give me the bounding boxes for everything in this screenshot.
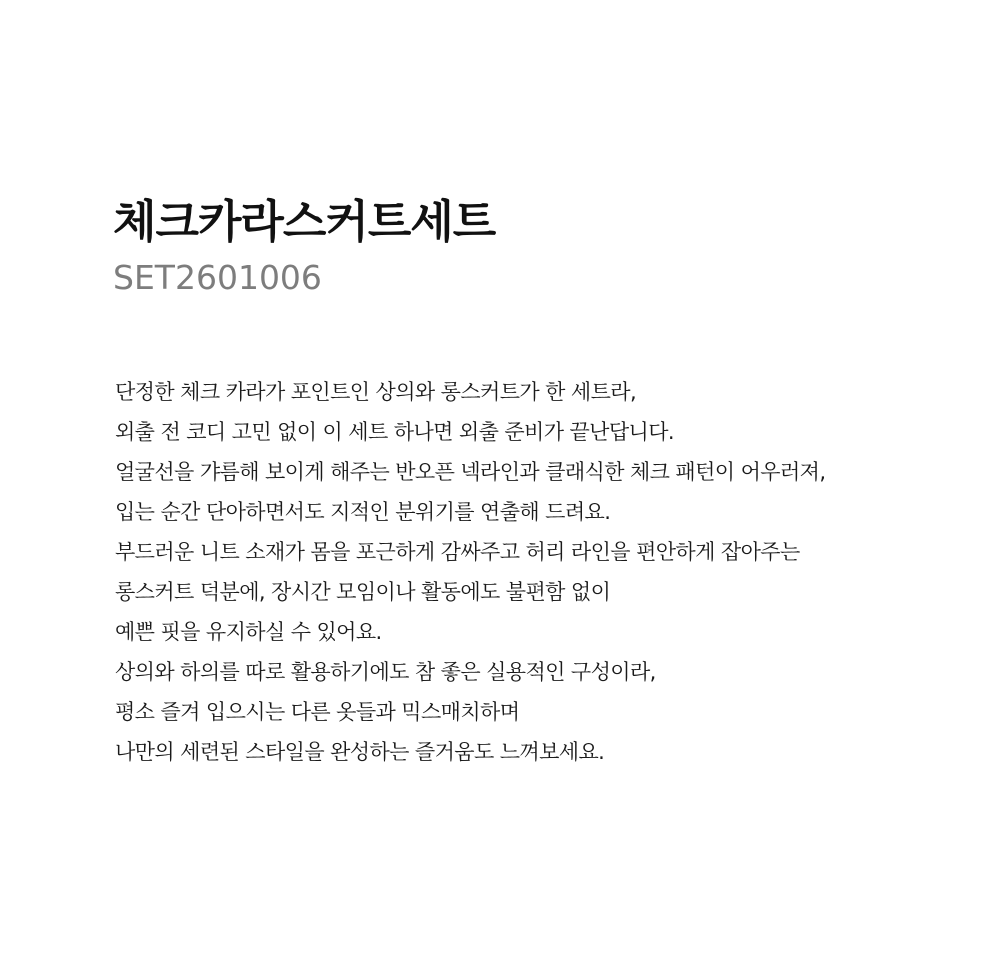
description-line: 상의와 하의를 따로 활용하기에도 참 좋은 실용적인 구성이라,: [115, 660, 656, 684]
product-code: SET2601006: [113, 258, 322, 297]
description-line: 외출 전 코디 고민 없이 이 세트 하나면 외출 준비가 끝난답니다.: [115, 420, 674, 444]
description-line: 예쁜 핏을 유지하실 수 있어요.: [115, 620, 382, 644]
description-line: 단정한 체크 카라가 포인트인 상의와 롱스커트가 한 세트라,: [115, 380, 637, 404]
description-line: 평소 즐겨 입으시는 다른 옷들과 믹스매치하며: [115, 700, 520, 724]
description-line: 롱스커트 덕분에, 장시간 모임이나 활동에도 불편함 없이: [115, 580, 611, 604]
description-line: 입는 순간 단아하면서도 지적인 분위기를 연출해 드려요.: [115, 500, 611, 524]
product-title: 체크카라스커트세트: [113, 195, 496, 248]
description-line: 얼굴선을 갸름해 보이게 해주는 반오픈 넥라인과 클래식한 체크 패턴이 어우러져,: [115, 460, 826, 484]
description-line: 나만의 세련된 스타일을 완성하는 즐거움도 느껴보세요.: [115, 740, 605, 764]
description-line: 부드러운 니트 소재가 몸을 포근하게 감싸주고 허리 라인을 편안하게 잡아주는: [115, 540, 800, 564]
product-description: [115, 372, 955, 772]
product-header: [113, 190, 913, 298]
